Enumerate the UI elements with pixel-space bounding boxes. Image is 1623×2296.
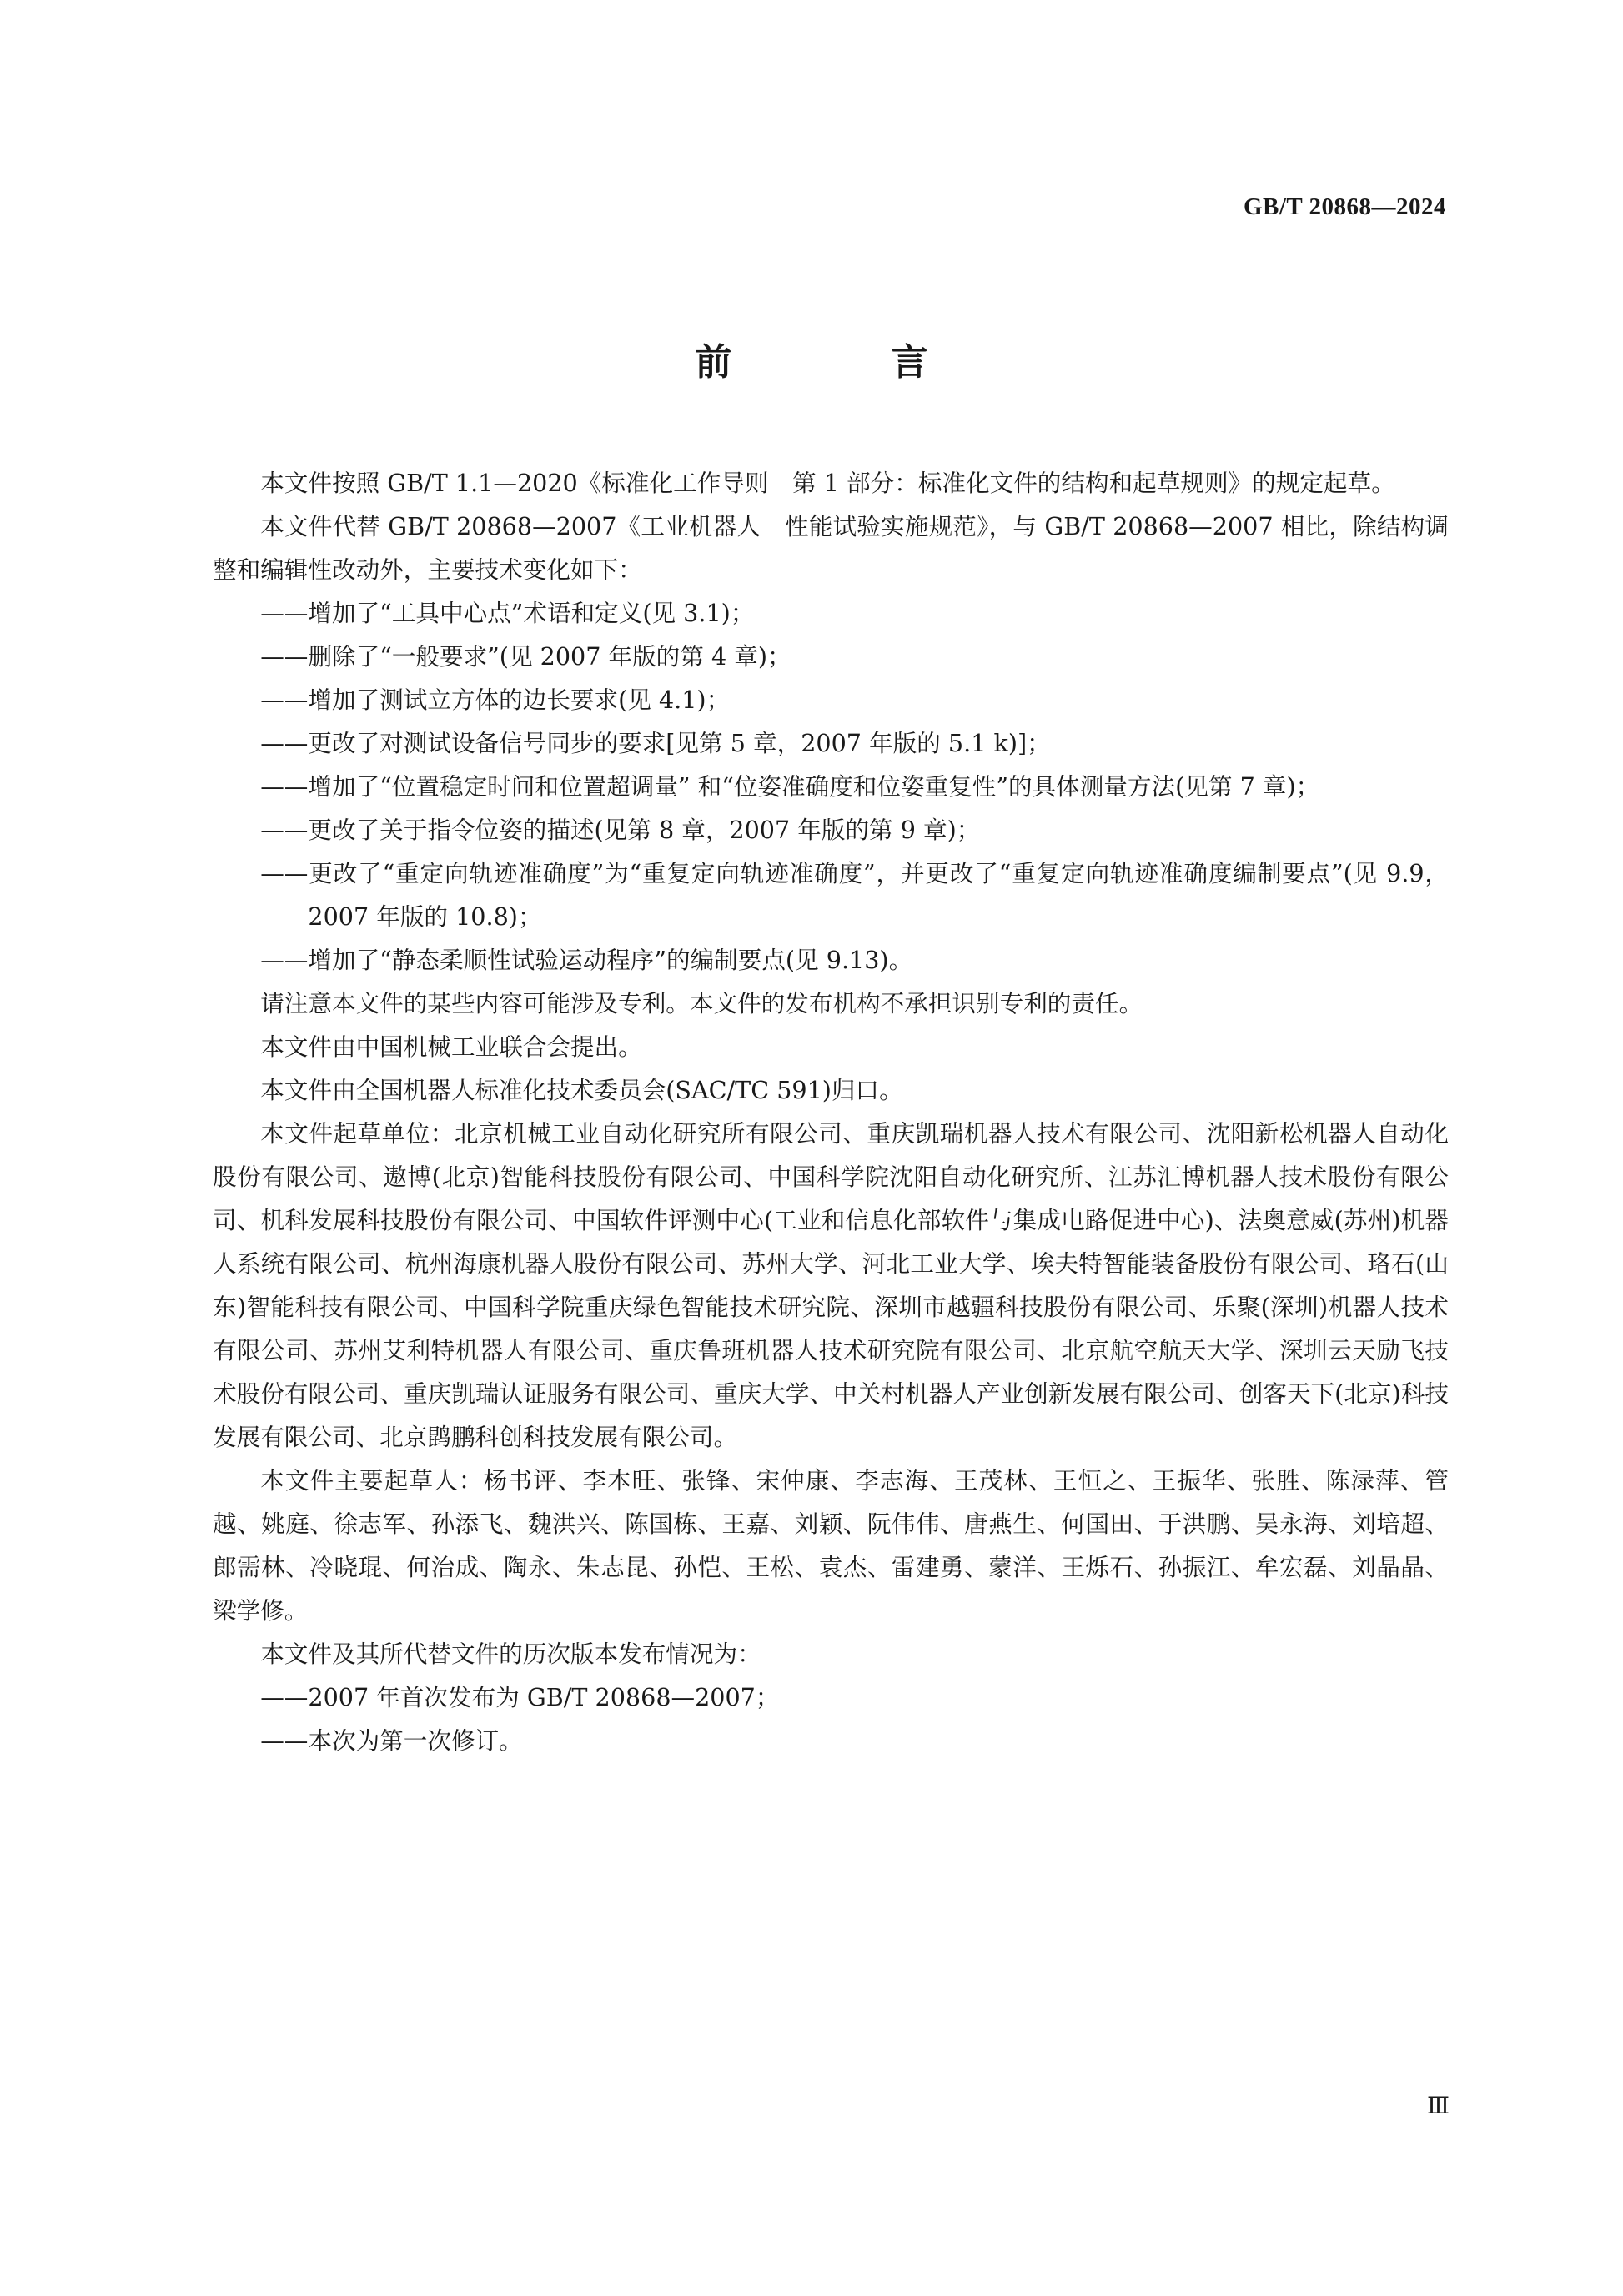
change-item: ——增加了“静态柔顺性试验运动程序”的编制要点(见 9.13)。	[260, 946, 913, 974]
paragraph-replacement: 本文件代替 GB/T 20868—2007《工业机器人 性能试验实施规范》，与 GB/T 20868—2007 相比，除结构调整和编辑性改动外，主要技术变化如下：	[213, 512, 1449, 584]
foreword-body	[213, 461, 1449, 1762]
paragraph-proposer: 本文件由中国机械工业联合会提出。	[260, 1032, 642, 1061]
change-item: ——更改了“重定向轨迹准确度”为“重复定向轨迹准确度”，并更改了“重复定向轨迹准确度编制要点”(见 9.9，2007 年版的 10.8)；	[260, 859, 1449, 931]
paragraph-committee: 本文件由全国机器人标准化技术委员会(SAC/TC 591)归口。	[260, 1076, 903, 1104]
standard-number: GB/T 20868—2024	[1243, 193, 1446, 220]
change-item: ——更改了关于指令位姿的描述(见第 8 章，2007 年版的第 9 章)；	[260, 816, 981, 844]
change-item: ——增加了测试立方体的边长要求(见 4.1)；	[260, 686, 731, 714]
paragraph-drafters: 本文件主要起草人：杨书评、李本旺、张锋、宋仲康、李志海、王茂林、王恒之、王振华、张胜、陈渌萍、管越、姚庭、徐志军、孙添飞、魏洪兴、陈国栋、王嘉、刘颖、阮伟伟、唐燕生、何国田、于洪鹏、吴永海、刘培超、郎需林、冷晓琨、何治成、陶永、朱志昆、孙恺、王松、袁杰、雷建勇、蒙洋、王烁石、孙振江、牟宏磊、刘晶晶、梁学修。	[213, 1466, 1449, 1625]
paragraph-drafting-units: 本文件起草单位：北京机械工业自动化研究所有限公司、重庆凯瑞机器人技术有限公司、沈阳新松机器人自动化股份有限公司、遨博(北京)智能科技股份有限公司、中国科学院沈阳自动化研究所、江苏汇博机器人技术股份有限公司、机科发展科技股份有限公司、中国软件评测中心(工业和信息化部软件与集成电路促进中心)、法奥意威(苏州)机器人系统有限公司、杭州海康机器人股份有限公司、苏州大学、河北工业大学、埃夫特智能装备股份有限公司、珞石(山东)智能科技有限公司、中国科学院重庆绿色智能技术研究院、深圳市越疆科技股份有限公司、乐聚(深圳)机器人技术有限公司、苏州艾利特机器人有限公司、重庆鲁班机器人技术研究院有限公司、北京航空航天大学、深圳云天励飞技术股份有限公司、重庆凯瑞认证服务有限公司、重庆大学、中关村机器人产业创新发展有限公司、创客天下(北京)科技发展有限公司、北京鹍鹏科创科技发展有限公司。	[213, 1119, 1449, 1451]
change-item: ——删除了“一般要求”(见 2007 年版的第 4 章)；	[260, 642, 791, 671]
paragraph-drafting-basis: 本文件按照 GB/T 1.1—2020《标准化工作导则 第 1 部分：标准化文件的结构和起草规则》的规定起草。	[260, 469, 1395, 497]
change-item: ——更改了对测试设备信号同步的要求[见第 5 章，2007 年版的 5.1 k)]；	[260, 729, 1051, 757]
page-title: 前 言	[695, 341, 1002, 384]
history-item: ——本次为第一次修订。	[260, 1726, 523, 1755]
page-number: Ⅲ	[1426, 2093, 1450, 2119]
paragraph-patent-notice: 请注意本文件的某些内容可能涉及专利。本文件的发布机构不承担识别专利的责任。	[260, 989, 1143, 1017]
history-item: ——2007 年首次发布为 GB/T 20868—2007；	[260, 1683, 780, 1711]
paragraph-version-history: 本文件及其所代替文件的历次版本发布情况为：	[260, 1640, 761, 1668]
change-item: ——增加了“位置稳定时间和位置超调量” 和“位姿准确度和位姿重复性”的具体测量方法(见第 7 章)；	[260, 772, 1320, 801]
change-item: ——增加了“工具中心点”术语和定义(见 3.1)；	[260, 599, 755, 627]
